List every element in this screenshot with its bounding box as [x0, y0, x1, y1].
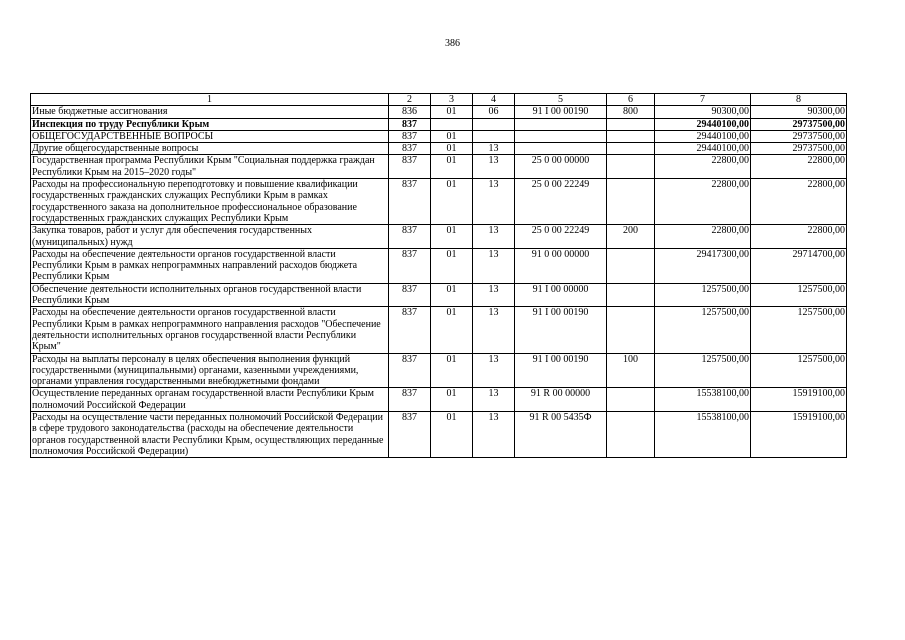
- table-row: [31, 283, 847, 307]
- item-name-cell: Расходы на профессиональную переподготовку и повышение квалификации государственных гражданских служащих Республики Крым в рамках государственного заказа на дополнительное профессиональное образование государственных гражданских служащих Республики Крым: [31, 179, 389, 225]
- expense-type-cell: [607, 130, 655, 142]
- section-cell: [431, 118, 473, 130]
- target-article-cell: 91 R 00 5435Ф: [515, 412, 607, 458]
- target-article-cell: [515, 118, 607, 130]
- amount-cell: 15919100,00: [751, 412, 847, 458]
- target-article-cell: [515, 143, 607, 155]
- subsection-cell: 13: [473, 225, 515, 249]
- page-number: 386: [445, 38, 460, 49]
- subsection-cell: [473, 118, 515, 130]
- target-article-cell: 25 0 00 00000: [515, 155, 607, 179]
- column-header: 2: [389, 94, 431, 106]
- expense-type-cell: [607, 118, 655, 130]
- expense-type-cell: [607, 412, 655, 458]
- code-cell: 837: [389, 130, 431, 142]
- column-header: 5: [515, 94, 607, 106]
- subsection-cell: 13: [473, 179, 515, 225]
- expense-type-cell: 200: [607, 225, 655, 249]
- column-header: 8: [751, 94, 847, 106]
- target-article-cell: 91 I 00 00190: [515, 353, 607, 388]
- amount-cell: 15538100,00: [655, 412, 751, 458]
- amount-cell: 29417300,00: [655, 248, 751, 283]
- subsection-cell: 13: [473, 412, 515, 458]
- column-header: 6: [607, 94, 655, 106]
- amount-cell: 1257500,00: [655, 283, 751, 307]
- code-cell: 837: [389, 412, 431, 458]
- section-cell: 01: [431, 106, 473, 118]
- table-row: [31, 179, 847, 225]
- expense-type-cell: [607, 179, 655, 225]
- amount-cell: 22800,00: [751, 155, 847, 179]
- code-cell: 837: [389, 179, 431, 225]
- amount-cell: 29714700,00: [751, 248, 847, 283]
- target-article-cell: 91 R 00 00000: [515, 388, 607, 412]
- table-row: [31, 353, 847, 388]
- section-cell: 01: [431, 143, 473, 155]
- target-article-cell: 25 0 00 22249: [515, 179, 607, 225]
- target-article-cell: 91 0 00 00000: [515, 248, 607, 283]
- section-cell: 01: [431, 155, 473, 179]
- item-name-cell: Обеспечение деятельности исполнительных органов государственной власти Республики Крым: [31, 283, 389, 307]
- subsection-cell: 13: [473, 283, 515, 307]
- amount-cell: 1257500,00: [751, 353, 847, 388]
- section-cell: 01: [431, 412, 473, 458]
- item-name-cell: ОБЩЕГОСУДАРСТВЕННЫЕ ВОПРОСЫ: [31, 130, 389, 142]
- code-cell: 837: [389, 307, 431, 353]
- column-header: 3: [431, 94, 473, 106]
- table-row: [31, 412, 847, 458]
- subsection-cell: 13: [473, 155, 515, 179]
- amount-cell: 90300,00: [655, 106, 751, 118]
- table-body: [31, 106, 847, 458]
- code-cell: 837: [389, 248, 431, 283]
- amount-cell: 29440100,00: [655, 143, 751, 155]
- expense-type-cell: [607, 143, 655, 155]
- table-row: [31, 118, 847, 130]
- subsection-cell: 13: [473, 353, 515, 388]
- amount-cell: 29737500,00: [751, 130, 847, 142]
- amount-cell: 29440100,00: [655, 130, 751, 142]
- expense-type-cell: 800: [607, 106, 655, 118]
- expense-type-cell: [607, 307, 655, 353]
- amount-cell: 15919100,00: [751, 388, 847, 412]
- item-name-cell: Инспекция по труду Республики Крым: [31, 118, 389, 130]
- table-row: [31, 143, 847, 155]
- subsection-cell: 13: [473, 248, 515, 283]
- table-row: [31, 106, 847, 118]
- amount-cell: 1257500,00: [751, 283, 847, 307]
- section-cell: 01: [431, 130, 473, 142]
- code-cell: 837: [389, 388, 431, 412]
- table-row: [31, 130, 847, 142]
- section-cell: 01: [431, 225, 473, 249]
- table-row: [31, 307, 847, 353]
- expense-type-cell: 100: [607, 353, 655, 388]
- subsection-cell: 06: [473, 106, 515, 118]
- table-row: [31, 388, 847, 412]
- code-cell: 837: [389, 155, 431, 179]
- target-article-cell: [515, 130, 607, 142]
- subsection-cell: 13: [473, 307, 515, 353]
- target-article-cell: 25 0 00 22249: [515, 225, 607, 249]
- section-cell: 01: [431, 353, 473, 388]
- item-name-cell: Государственная программа Республики Крым "Социальная поддержка граждан Республики Крым на 2015–2020 годы": [31, 155, 389, 179]
- table-row: [31, 155, 847, 179]
- column-header: 4: [473, 94, 515, 106]
- section-cell: 01: [431, 179, 473, 225]
- amount-cell: 22800,00: [751, 225, 847, 249]
- amount-cell: 29737500,00: [751, 143, 847, 155]
- amount-cell: 15538100,00: [655, 388, 751, 412]
- item-name-cell: Расходы на осуществление части переданных полномочий Российской Федерации в сфере трудового законодательства (расходы на обеспечение деятельности органов государственной власти Республики Крым, осуществляющих переданные полномочия Российской Федерации): [31, 412, 389, 458]
- column-header: 7: [655, 94, 751, 106]
- amount-cell: 29737500,00: [751, 118, 847, 130]
- amount-cell: 1257500,00: [655, 353, 751, 388]
- table-row: [31, 248, 847, 283]
- subsection-cell: 13: [473, 143, 515, 155]
- expense-type-cell: [607, 283, 655, 307]
- subsection-cell: 13: [473, 388, 515, 412]
- code-cell: 837: [389, 225, 431, 249]
- amount-cell: 1257500,00: [751, 307, 847, 353]
- item-name-cell: Другие общегосударственные вопросы: [31, 143, 389, 155]
- table-row: [31, 225, 847, 249]
- section-cell: 01: [431, 307, 473, 353]
- section-cell: 01: [431, 248, 473, 283]
- amount-cell: 90300,00: [751, 106, 847, 118]
- code-cell: 837: [389, 353, 431, 388]
- item-name-cell: Иные бюджетные ассигнования: [31, 106, 389, 118]
- code-cell: 837: [389, 118, 431, 130]
- column-header: 1: [31, 94, 389, 106]
- amount-cell: 29440100,00: [655, 118, 751, 130]
- amount-cell: 22800,00: [655, 155, 751, 179]
- amount-cell: 1257500,00: [655, 307, 751, 353]
- code-cell: 837: [389, 283, 431, 307]
- item-name-cell: Осуществление переданных органам государственной власти Республики Крым полномочий Российской Федерации: [31, 388, 389, 412]
- target-article-cell: 91 I 00 00190: [515, 307, 607, 353]
- expense-type-cell: [607, 388, 655, 412]
- item-name-cell: Расходы на выплаты персоналу в целях обеспечения выполнения функций государственными (муниципальными) органами, казенными учреждениями, органами управления государственными внебюджетными фондами: [31, 353, 389, 388]
- item-name-cell: Расходы на обеспечение деятельности органов государственной власти Республики Крым в рамках непрограммного направления расходов "Обеспечение деятельности исполнительных органов государственной власти Республики Крым": [31, 307, 389, 353]
- amount-cell: 22800,00: [751, 179, 847, 225]
- item-name-cell: Закупка товаров, работ и услуг для обеспечения государственных (муниципальных) нужд: [31, 225, 389, 249]
- target-article-cell: 91 I 00 00190: [515, 106, 607, 118]
- item-name-cell: Расходы на обеспечение деятельности органов государственной власти Республики Крым в рамках непрограммных направлений расходов бюджета Республики Крым: [31, 248, 389, 283]
- code-cell: 837: [389, 143, 431, 155]
- section-cell: 01: [431, 388, 473, 412]
- target-article-cell: 91 I 00 00000: [515, 283, 607, 307]
- code-cell: 836: [389, 106, 431, 118]
- subsection-cell: [473, 130, 515, 142]
- amount-cell: 22800,00: [655, 179, 751, 225]
- header-row: [31, 94, 847, 106]
- expense-type-cell: [607, 155, 655, 179]
- expense-type-cell: [607, 248, 655, 283]
- amount-cell: 22800,00: [655, 225, 751, 249]
- section-cell: 01: [431, 283, 473, 307]
- budget-table: [30, 93, 847, 458]
